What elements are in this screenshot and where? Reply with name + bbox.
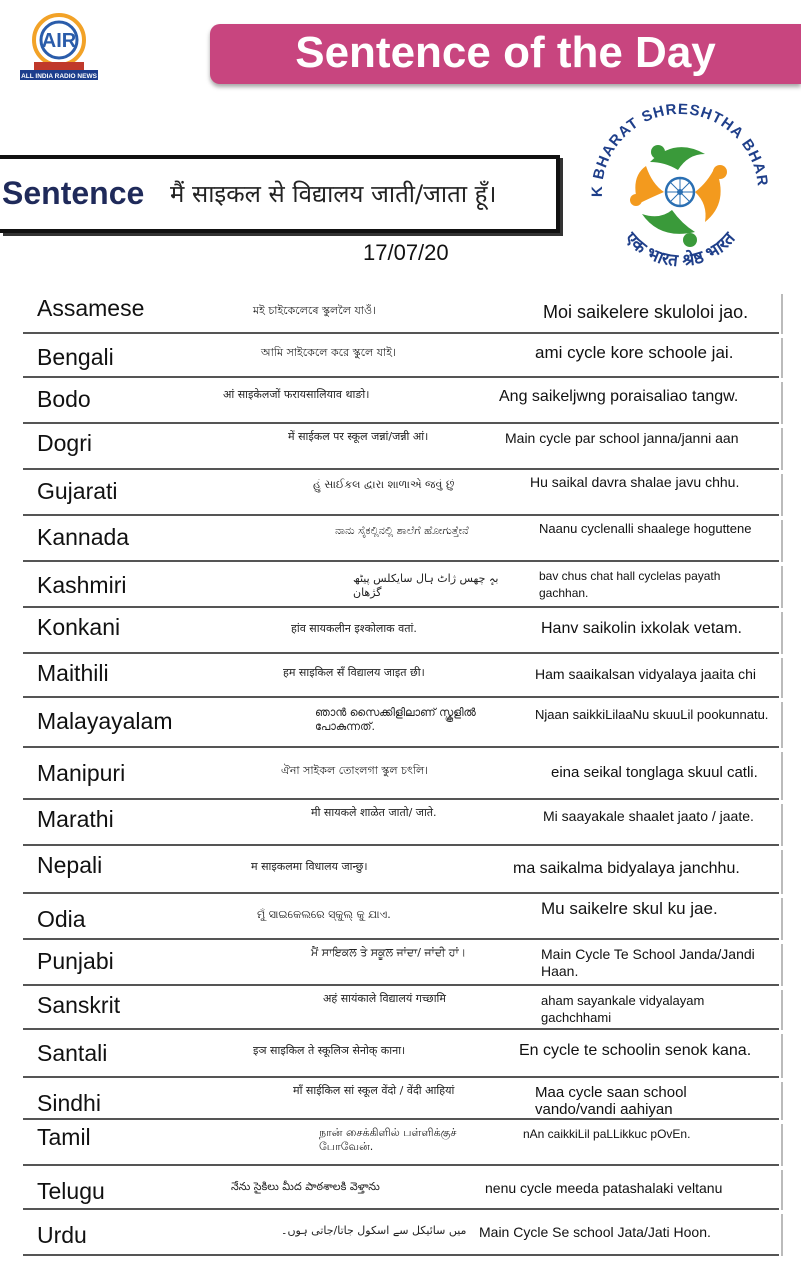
table-row: [23, 334, 779, 378]
ebsb-top-text: K BHARAT SHRESHTHA BHAR: [588, 100, 771, 198]
transliteration: eina seikal tonglaga skuul catli.: [551, 764, 758, 781]
table-row: [23, 894, 779, 940]
sentence-text: मैं साइकल से विद्यालय जाती/जाता हूँ।: [170, 180, 497, 208]
native-sentence: अहं सायंकाले विद्यालयं गच्छामि: [323, 992, 446, 1005]
table-row: [23, 940, 779, 986]
native-sentence: بہٕ چھس ژاٹ ہال سایکلس پیٹھ گژھان: [353, 572, 499, 599]
transliteration: Hu saikal davra shalae javu chhu.: [530, 474, 740, 490]
table-row: [23, 748, 779, 800]
native-sentence: நான் சைக்கிளில் பள்ளிக்குச் போவேன்.: [319, 1126, 457, 1153]
page-title: Sentence of the Day: [295, 28, 716, 77]
table-row: [23, 698, 779, 748]
language-name: Marathi: [37, 806, 114, 832]
language-name: Urdu: [37, 1222, 87, 1248]
native-sentence: ঐনা সাইকল তোংলগা স্কুল চৎলি।: [281, 764, 429, 777]
ebsb-emblem-icon: [580, 92, 780, 292]
air-emblem-icon: [20, 12, 98, 84]
table-row: [23, 608, 779, 654]
native-sentence: ਮੈਂ ਸਾਇਕਲ ਤੇ ਸਕੂਲ ਜਾਂਦਾ/ ਜਾਂਦੀ ਹਾਂ।: [311, 946, 467, 959]
transliteration: Mu saikelre skul ku jae.: [541, 899, 718, 918]
table-row: [23, 1166, 779, 1210]
transliteration: ami cycle kore schoole jai.: [535, 343, 734, 362]
ebsb-logo: [580, 92, 780, 292]
table-row: [23, 800, 779, 846]
language-name: Punjabi: [37, 948, 114, 974]
native-sentence: હું સાઈકલ દ્વારા શાળાએ જવું છું: [313, 478, 455, 491]
svg-text:एक भारत श्रेष्ठ भारत: [620, 228, 740, 272]
table-row: [23, 562, 779, 608]
language-name: Malayayalam: [37, 708, 173, 734]
language-name: Dogri: [37, 430, 92, 456]
table-row: [23, 470, 779, 516]
language-name: Assamese: [37, 295, 145, 321]
native-sentence: आं साइकेलजों फरायसालियाव थाङो।: [223, 388, 370, 401]
language-name: Santali: [37, 1040, 108, 1066]
table-row: [23, 1030, 779, 1078]
transliteration: Ang saikeljwng poraisaliao tangw.: [499, 388, 739, 405]
language-name: Sindhi: [37, 1090, 101, 1116]
transliteration: aham sayankale vidyalayam gachchhami: [541, 993, 705, 1025]
sentence-box: [0, 155, 560, 233]
transliteration: Hanv saikolin ixkolak vetam.: [541, 620, 742, 637]
language-name: Kannada: [37, 524, 130, 550]
transliteration: En cycle te schoolin senok kana.: [519, 1042, 752, 1059]
language-name: Bodo: [37, 386, 91, 412]
native-sentence: মই চাইকেলেৰে স্কুললৈ যাওঁ।: [253, 304, 377, 317]
language-name: Tamil: [37, 1124, 91, 1150]
native-sentence: में साईकल पर स्कूल जन्नां/जन्नी आं।: [288, 430, 429, 443]
native-sentence: माँ साईकिल सां स्कूल वेंदो / वेंदी आहियां: [293, 1084, 455, 1097]
transliteration: bav chus chat hall cyclelas payath gachhan.: [539, 569, 721, 600]
transliteration: ma saikalma bidyalaya janchhu.: [513, 860, 740, 877]
transliteration: nenu cycle meeda patashalaki veltanu: [485, 1180, 723, 1196]
language-name: Gujarati: [37, 478, 118, 504]
language-name: Bengali: [37, 344, 114, 370]
native-sentence: আমি সাইকেলে করে স্কুলে যাই।: [261, 346, 396, 359]
language-name: Nepali: [37, 852, 103, 878]
transliteration: Main cycle par school janna/janni aan: [505, 430, 739, 446]
table-row: [23, 516, 779, 562]
title-banner: [210, 24, 801, 84]
table-row: [23, 1210, 779, 1256]
transliteration: Main Cycle Se school Jata/Jati Hoon.: [479, 1224, 711, 1240]
table-row: [23, 846, 779, 894]
table-row: [23, 290, 779, 334]
sentence-label: Sentence: [2, 175, 145, 211]
native-sentence: میں سائیکل سے اسکول جاتا/جاتی ہوں۔: [281, 1224, 467, 1237]
language-name: Odia: [37, 906, 86, 932]
native-sentence: मी सायकले शाळेत जातो/ जाते.: [311, 806, 437, 819]
transliteration: Ham saaikalsan vidyalaya jaaita chi: [535, 666, 756, 682]
transliteration: Main Cycle Te School Janda/Jandi Haan.: [541, 946, 755, 979]
language-name: Telugu: [37, 1178, 105, 1204]
native-sentence: इञ साइकिल ते स्कूलिञ सेनोक् काना।: [253, 1044, 406, 1057]
language-name: Maithili: [37, 660, 109, 686]
language-name: Kashmiri: [37, 572, 127, 598]
table-row: [23, 1078, 779, 1120]
native-sentence: ನಾನು ಸೈಕಲ್ಲಿನಲ್ಲಿ ಶಾಲೆಗೆ ಹೋಗುತ್ತೇನೆ: [335, 524, 469, 537]
native-sentence: हांव सायकलीन इश्कोलाक वतां.: [291, 622, 417, 635]
language-name: Sanskrit: [37, 992, 121, 1018]
table-row: [23, 986, 779, 1030]
transliteration: Mi saayakale shaalet jaato / jaate.: [543, 808, 754, 824]
transliteration: Naanu cyclenalli shaalege hoguttene: [539, 521, 752, 536]
transliteration: Maa cycle saan school vando/vandi aahiyan: [535, 1084, 687, 1118]
air-logo-text: ALL INDIA RADIO NEWS: [21, 73, 97, 80]
date-text: 17/07/20: [363, 240, 449, 265]
table-row: [23, 654, 779, 698]
table-row: [23, 378, 779, 424]
language-name: Manipuri: [37, 760, 126, 786]
native-sentence: ഞാൻ സൈക്കിളിലാണ് സ്കൂളിൽ പോകുന്നത്.: [315, 706, 476, 733]
native-sentence: म साइकलमा विधालय जान्छु।: [251, 860, 368, 873]
transliteration: Njaan saikkiLilaaNu skuuLil pookunnatu.: [535, 707, 769, 722]
native-sentence: हम साइकिल सँ विद्यालय जाइत छी।: [283, 666, 425, 679]
transliteration: nAn caikkiLil paLLikkuc pOvEn.: [523, 1127, 691, 1141]
transliteration: Moi saikelere skuloloi jao.: [543, 302, 749, 322]
svg-text:AIR: AIR: [41, 30, 77, 52]
language-name: Konkani: [37, 614, 121, 640]
ebsb-bottom-text: एक भारत श्रेष्ठ भारत: [620, 228, 740, 272]
table-row: [23, 1120, 779, 1166]
air-news-logo: [20, 12, 98, 84]
native-sentence: నేను సైకిలు మీద పాఠశాలకి వెళ్తాను: [231, 1180, 380, 1193]
native-sentence: ମୁଁ ସାଇକେଲରେ ସ୍କୁଲ୍ କୁ ଯାଏ.: [257, 908, 391, 921]
table-row: [23, 424, 779, 470]
language-table: [23, 290, 779, 1256]
